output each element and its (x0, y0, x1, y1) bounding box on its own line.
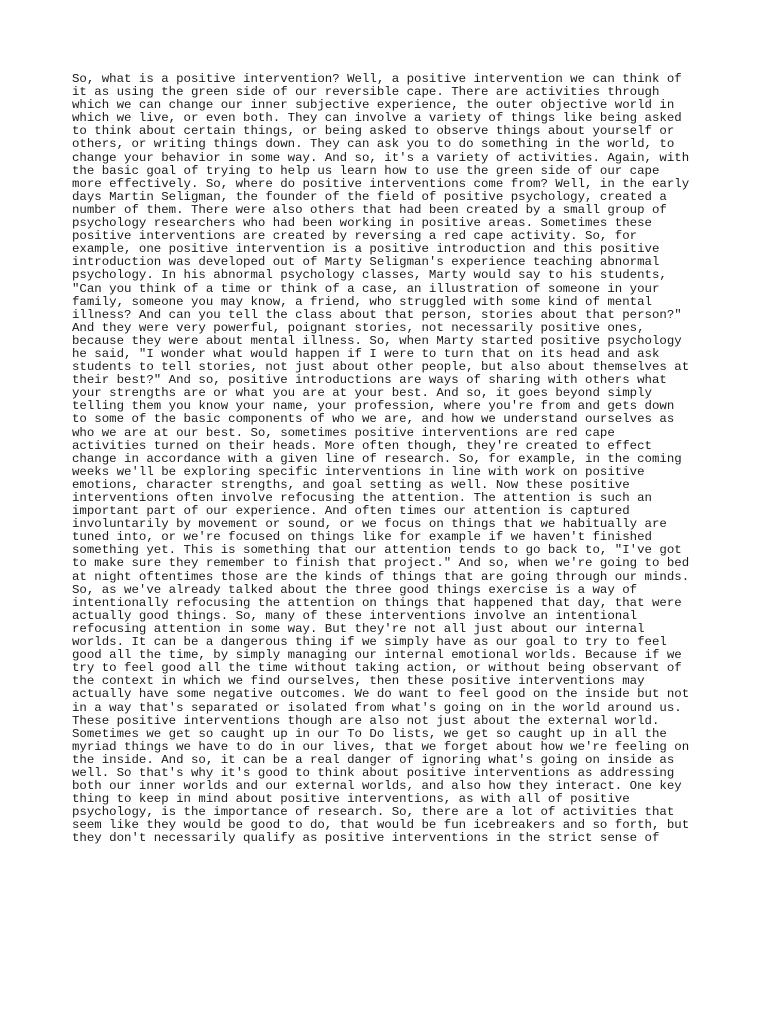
text-line: to think about certain things, or being asked to observe things about yourself or (72, 124, 675, 139)
text-line: to some of the basic components of who we are, and how we understand ourselves as (72, 412, 675, 427)
text-line: more effectively. So, where do positive interventions come from? Well, in the early (72, 176, 690, 191)
text-line: telling them you know your name, your profession, where you're from and gets down (72, 399, 675, 414)
text-line: emotions, character strengths, and goal setting as well. Now these positive (72, 477, 630, 492)
text-line: introduction was developed out of Marty Seligman's experience teaching abnormal (72, 255, 660, 270)
text-line: myriad things we have to do in our lives, that we forget about how we're feeling on (72, 739, 690, 754)
text-line: to make sure they remember to finish that project." And so, when we're going to bed (72, 556, 690, 571)
text-line: in a way that's separated or isolated from what's going on in the world around us. (72, 700, 682, 715)
text-line: "Can you think of a time or think of a case, an illustration of someone in your (72, 281, 660, 296)
text-line: their best?" And so, positive introductions are ways of sharing with others what (72, 373, 667, 388)
text-line: intentionally refocusing the attention on things that happened that day, that were (72, 595, 682, 610)
text-line: actually good things. So, many of these interventions involve an intentional (72, 608, 638, 623)
text-line: who we are at our best. So, sometimes positive interventions are red cape (72, 425, 615, 440)
text-line: your strengths are or what you are at your best. And so, it goes beyond simply (72, 386, 652, 401)
text-line: others, or writing things down. They can ask you to do something in the world, to (72, 137, 675, 152)
text-line: students to tell stories, not just about other people, but also about themselves at (72, 360, 690, 375)
text-line: the basic goal of trying to help us learn how to use the green side of our cape (72, 163, 660, 178)
text-line: something yet. This is something that our attention tends to go back to, "I've got (72, 543, 682, 558)
text-line: So, as we've already talked about the three good things exercise is a way of (72, 582, 638, 597)
document-body (72, 73, 712, 846)
text-line: well. So that's why it's good to think about positive interventions as addressing (72, 765, 675, 780)
text-line: These positive interventions though are also not just about the external world. (72, 713, 660, 728)
text-line: refocusing attention in some way. But they're not all just about our internal (72, 621, 645, 636)
text-line: because they were about mental illness. So, when Marty started positive psychology (72, 333, 682, 348)
text-line: thing to keep in mind about positive interventions, as with all of positive (72, 792, 630, 807)
text-line: activities turned on their heads. More often though, they're created to effect (72, 438, 652, 453)
text-line: illness? And can you tell the class about that person, stories about that person?" (72, 307, 682, 322)
text-line: weeks we'll be exploring specific interventions in line with work on positive (72, 464, 645, 479)
text-line: days Martin Seligman, the founder of the field of positive psychology, created a (72, 189, 667, 204)
text-line: psychology researchers who had been working in positive areas. Sometimes these (72, 216, 652, 231)
text-line: positive interventions are created by reversing a red cape activity. So, for (72, 229, 638, 244)
text-line: it as using the green side of our reversible cape. There are activities through (72, 85, 660, 100)
text-line: both our inner worlds and our external worlds, and also how they interact. One key (72, 779, 682, 794)
text-line: Sometimes we get so caught up in our To Do lists, we get so caught up in all the (72, 726, 667, 741)
text-line: important part of our experience. And often times our attention is captured (72, 504, 630, 519)
text-line: seem like they would be good to do, that would be fun icebreakers and so forth, but (72, 818, 690, 833)
text-line: try to feel good all the time without taking action, or without being observant of (72, 661, 682, 676)
text-line: And they were very powerful, poignant stories, not necessarily positive ones, (72, 320, 645, 335)
text-line: worlds. It can be a dangerous thing if we simply have as our goal to try to feel (72, 635, 667, 650)
text-line: he said, "I wonder what would happen if I were to turn that on its head and ask (72, 346, 660, 361)
text-line: actually have some negative outcomes. We do want to feel good on the inside but not (72, 687, 690, 702)
text-line: the inside. And so, it can be a real danger of ignoring what's going on inside as (72, 752, 675, 767)
text-line: tuned into, or we're focused on things like for example if we haven't finished (72, 530, 652, 545)
text-line: which we live, or even both. They can involve a variety of things like being asked (72, 111, 682, 126)
text-line: change in accordance with a given line of research. So, for example, in the coming (72, 451, 682, 466)
text-line: psychology, is the importance of research. So, there are a lot of activities that (72, 805, 675, 820)
text-line: involuntarily by movement or sound, or we focus on things that we habitually are (72, 517, 667, 532)
text-line: example, one positive intervention is a positive introduction and this positive (72, 242, 660, 257)
text-line: psychology. In his abnormal psychology classes, Marty would say to his students, (72, 268, 667, 283)
text-line: they don't necessarily qualify as positive interventions in the strict sense of (72, 831, 660, 846)
text-line: the context in which we find ourselves, then these positive interventions may (72, 674, 645, 689)
text-line: which we can change our inner subjective experience, the outer objective world in (72, 98, 675, 113)
text-line: good all the time, by simply managing our internal emotional worlds. Because if we (72, 648, 682, 663)
text-line: So, what is a positive intervention? Well, a positive intervention we can think of (72, 72, 682, 86)
text-line: number of them. There were also others that had been created by a small group of (72, 202, 667, 217)
text-line: family, someone you may know, a friend, who struggled with some kind of mental (72, 294, 652, 309)
text-line: change your behavior in some way. And so, it's a variety of activities. Again, with (72, 150, 690, 165)
text-line: at night oftentimes those are the kinds of things that are going through our minds. (72, 569, 690, 584)
text-line: interventions often involve refocusing the attention. The attention is such an (72, 491, 652, 505)
